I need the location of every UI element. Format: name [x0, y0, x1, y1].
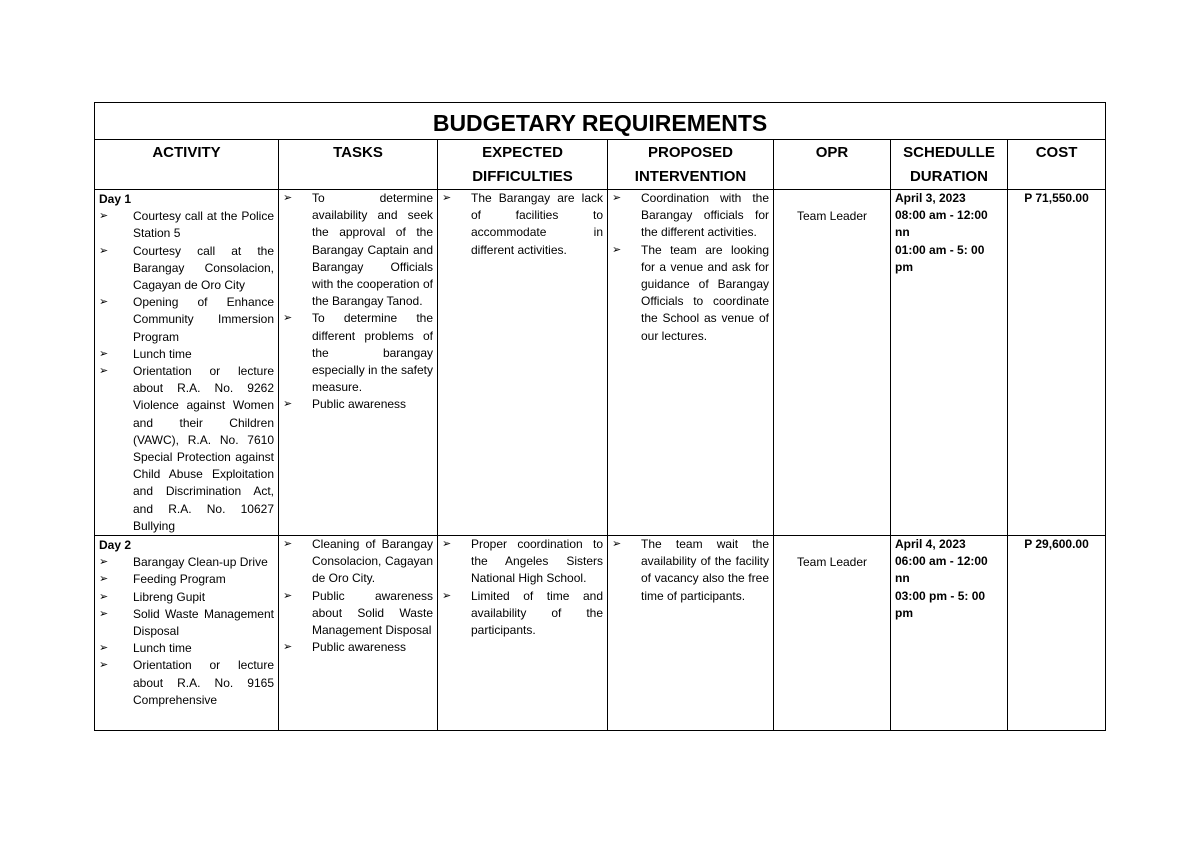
header-row — [95, 140, 1106, 190]
list-item-text: To determine the different problems of the barangay especially in the safety measure. — [312, 311, 433, 395]
list-item — [283, 396, 433, 413]
list-item — [99, 657, 274, 709]
list-item — [99, 640, 274, 657]
header-cost: COST — [1008, 140, 1106, 190]
arrow-bullet-icon: ➢ — [99, 210, 109, 223]
header-schedule-duration: SCHEDULLE DURATION — [891, 140, 1008, 190]
list-item-text: Orientation or lecture about R.A. No. 9165 Comprehensive — [133, 658, 274, 707]
list-item — [99, 606, 274, 640]
intervention-list — [612, 190, 769, 345]
arrow-bullet-icon: ➢ — [99, 556, 109, 569]
list-item — [442, 190, 603, 259]
cost-value: P 29,600.00 — [1024, 537, 1089, 552]
arrow-bullet-icon: ➢ — [99, 659, 109, 672]
cost-value: P 71,550.00 — [1024, 191, 1089, 205]
list-item-text: Public awareness — [312, 397, 407, 412]
difficulties-cell — [438, 190, 608, 536]
list-item-text: Barangay Clean-up Drive — [133, 555, 268, 570]
intervention-list — [612, 536, 769, 605]
list-item — [99, 554, 274, 571]
arrow-bullet-icon: ➢ — [442, 538, 452, 551]
opr-value: Team Leader — [796, 555, 868, 570]
list-item-text: Orientation or lecture about R.A. No. 9262 Violence against Women and their Children (VAWC), R.A. No. 7610 Special Protection against Child Abuse Exploitation and Discrimination Act, and R.A. No. 10627 Bullying — [133, 364, 274, 533]
opr-value: Team Leader — [796, 209, 868, 223]
schedule-time-afternoon: 03:00 pm - 5: 00 pm — [895, 588, 986, 620]
budgetary-requirements-table — [94, 102, 1106, 731]
schedule-time-afternoon: 01:00 am - 5: 00 pm — [895, 242, 985, 274]
table-title: BUDGETARY REQUIREMENTS — [95, 103, 1106, 140]
arrow-bullet-icon: ➢ — [99, 365, 109, 378]
list-item-text: Public awareness about Solid Waste Management Disposal — [312, 588, 433, 638]
list-item-text: Courtesy call at the Barangay Consolacion, Cagayan de Oro City — [133, 243, 274, 293]
list-item — [283, 639, 433, 656]
header-expected-difficulties: EXPECTED DIFFICULTIES — [438, 140, 608, 190]
table-row — [95, 190, 1106, 536]
list-item — [442, 536, 603, 588]
list-item-text: The team are looking for a venue and ask for guidance of Barangay Officials to coordinate the School as venue of our lectures. — [641, 242, 769, 343]
arrow-bullet-icon: ➢ — [442, 192, 452, 204]
table-row — [95, 536, 1106, 731]
activity-cell — [95, 190, 279, 536]
arrow-bullet-icon: ➢ — [612, 243, 622, 256]
arrow-bullet-icon: ➢ — [442, 589, 452, 602]
arrow-bullet-icon: ➢ — [612, 538, 622, 551]
difficulties-list — [442, 190, 603, 259]
intervention-cell — [608, 190, 774, 536]
arrow-bullet-icon: ➢ — [99, 642, 109, 655]
tasks-list — [283, 190, 433, 414]
list-item — [99, 589, 274, 606]
day-label: Day 2 — [99, 538, 132, 553]
arrow-bullet-icon: ➢ — [283, 538, 293, 551]
header-activity: ACTIVITY — [95, 140, 279, 190]
tasks-list — [283, 536, 433, 656]
list-item — [612, 242, 769, 345]
activity-list — [99, 208, 274, 535]
arrow-bullet-icon: ➢ — [99, 296, 109, 309]
schedule-time-morning: 06:00 am - 12:00 nn — [895, 554, 988, 586]
arrow-bullet-icon: ➢ — [283, 641, 293, 654]
list-item-text: Libreng Gupit — [133, 589, 206, 604]
list-item — [99, 243, 274, 295]
arrow-bullet-icon: ➢ — [283, 589, 293, 602]
list-item-text: Lunch time — [133, 641, 192, 656]
arrow-bullet-icon: ➢ — [283, 312, 293, 325]
list-item-text: Courtesy call at the Police Station 5 — [133, 209, 274, 241]
list-item-text: To determine availability and seek the approval of the Barangay Captain and Barangay Officials with the cooperation of the Barangay Tanod. — [312, 191, 433, 309]
schedule-time-morning: 08:00 am - 12:00 nn — [895, 208, 988, 240]
title-row — [95, 103, 1106, 140]
list-item — [283, 536, 433, 588]
list-item — [283, 588, 433, 640]
schedule-date: April 4, 2023 — [895, 537, 966, 552]
list-item-text: Proper coordination to the Angeles Sisters National High School. — [471, 537, 603, 586]
list-item — [99, 571, 274, 588]
opr-cell — [774, 536, 891, 731]
header-opr: OPR — [774, 140, 891, 190]
arrow-bullet-icon: ➢ — [283, 398, 293, 411]
difficulties-cell — [438, 536, 608, 731]
list-item-text: The Barangay are lack of facilities to accommodate in different activities. — [471, 191, 603, 257]
list-item-text: Cleaning of Barangay Consolacion, Cagayan de Oro City. — [312, 537, 433, 586]
list-item — [612, 536, 769, 605]
arrow-bullet-icon: ➢ — [612, 192, 622, 204]
day-label: Day 1 — [99, 192, 132, 206]
schedule-cell — [891, 190, 1008, 536]
list-item — [99, 363, 274, 535]
list-item — [99, 346, 274, 363]
list-item-text: Opening of Enhance Community Immersion Program — [133, 295, 274, 344]
list-item-text: Coordination with the Barangay officials for the different activities. — [641, 191, 769, 240]
intervention-cell — [608, 536, 774, 731]
opr-cell — [774, 190, 891, 536]
list-item — [99, 294, 274, 346]
arrow-bullet-icon: ➢ — [99, 347, 109, 360]
arrow-bullet-icon: ➢ — [99, 244, 109, 257]
tasks-cell — [279, 190, 438, 536]
list-item-text: Solid Waste Management Disposal — [133, 606, 274, 639]
arrow-bullet-icon: ➢ — [99, 590, 109, 603]
list-item — [99, 208, 274, 242]
difficulties-list — [442, 536, 603, 639]
list-item-text: Lunch time — [133, 346, 192, 361]
list-item-text: Public awareness — [312, 640, 407, 655]
list-item-text: The team wait the availability of the facility of vacancy also the free time of participants. — [641, 537, 769, 603]
cost-cell — [1008, 536, 1106, 731]
schedule-date: April 3, 2023 — [895, 191, 966, 205]
list-item-text: Feeding Program — [133, 572, 226, 587]
header-proposed-intervention: PROPOSED INTERVENTION — [608, 140, 774, 190]
list-item-text: Limited of time and availability of the participants. — [471, 588, 603, 638]
activity-list — [99, 554, 274, 709]
arrow-bullet-icon: ➢ — [99, 573, 109, 586]
activity-cell — [95, 536, 279, 731]
schedule-cell — [891, 536, 1008, 731]
list-item — [283, 190, 433, 310]
cost-cell — [1008, 190, 1106, 536]
list-item — [442, 588, 603, 640]
list-item — [283, 310, 433, 396]
arrow-bullet-icon: ➢ — [283, 192, 293, 204]
arrow-bullet-icon: ➢ — [99, 607, 109, 620]
tasks-cell — [279, 536, 438, 731]
list-item — [612, 190, 769, 242]
header-tasks: TASKS — [279, 140, 438, 190]
